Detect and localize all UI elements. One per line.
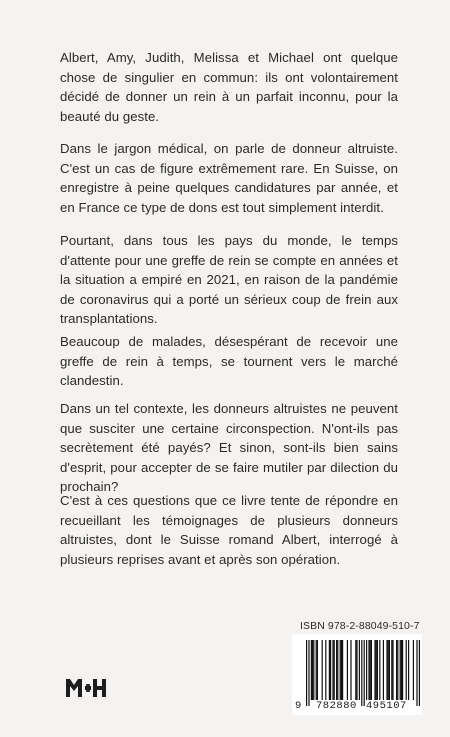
paragraph-5: Dans un tel contexte, les donneurs altruistes ne peuvent que susciter une certaine circonspection. N'ont-ils pas secrètement été payés? Et sinon, sont-ils bien sains d'esprit, pour accepter de se faire mutiler par dilection du prochain? [60, 401, 398, 494]
barcode-bar [340, 640, 341, 700]
barcode-bar [330, 640, 331, 700]
barcode-bar [383, 640, 384, 700]
barcode-bar [374, 640, 375, 700]
paragraph-1: Albert, Amy, Judith, Melissa et Michael ont quelque chose de singulier en commun: ils ont volontairement décidé de donner un rein à un parfait inconnu, pour la beauté du geste. [60, 50, 398, 124]
barcode-bar [334, 640, 335, 700]
paragraph-6: C'est à ces questions que ce livre tente de répondre en recueillant les témoignages de plusieurs donneurs altruistes, dont le Suisse romand Albert, interrogé à plusieurs reprises avant et après son opération. [60, 493, 398, 567]
barcode-bar [388, 640, 389, 700]
barcode-bar [329, 640, 330, 700]
barcode-bar [370, 640, 371, 700]
barcode-bar [389, 640, 390, 700]
barcode-bar [317, 640, 318, 700]
barcode [292, 634, 422, 715]
barcode-bar [311, 640, 312, 700]
barcode-bar [337, 640, 338, 700]
barcode-bar [406, 640, 407, 700]
barcode-bar [350, 640, 351, 700]
barcode-bar [355, 640, 356, 700]
barcode-bar [313, 640, 314, 700]
barcode-bar [371, 640, 372, 700]
barcode-bar [312, 640, 313, 700]
paragraph-4: Beaucoup de malades, désespérant de recevoir une greffe de rein à temps, se tournent vers le marché clandestin. [60, 334, 398, 388]
barcode-bar [361, 640, 362, 706]
paragraph-3: Pourtant, dans tous les pays du monde, le temps d'attente pour une greffe de rein se compte en années et la situation a empiré en 2021, en raison de la pandémie de coronavirus qui a porté un sérieux coup de frein aux transplantations. [60, 233, 398, 326]
barcode-bar [379, 640, 380, 700]
barcode-bar [376, 640, 377, 700]
barcode-bar [401, 640, 402, 700]
barcode-bar [356, 640, 357, 700]
isbn-label: ISBN 978-2-88049-510-7 [300, 620, 420, 632]
barcode-bar [341, 640, 342, 700]
barcode-bar [419, 640, 420, 706]
barcode-bar [322, 640, 323, 700]
publisher-logo [66, 679, 106, 697]
barcode-left-digits: 782880 [316, 700, 357, 712]
barcode-bar [402, 640, 403, 700]
barcode-bar [336, 640, 337, 700]
barcode-bar [368, 640, 369, 700]
barcode-bar [386, 640, 387, 700]
barcode-bar [316, 640, 317, 700]
barcode-bar [400, 640, 401, 700]
barcode-bar [377, 640, 378, 700]
barcode-bar [396, 640, 397, 700]
barcode-bar [413, 640, 414, 700]
barcode-bar [342, 640, 343, 700]
barcode-bar [416, 640, 417, 706]
barcode-bar [397, 640, 398, 700]
barcode-bar [366, 640, 367, 700]
barcode-bar [332, 640, 333, 700]
barcode-right-digits: 495107 [366, 700, 407, 712]
barcode-bar [306, 640, 307, 706]
barcode-bar [408, 640, 409, 700]
barcode-bar [391, 640, 392, 700]
barcode-bar [392, 640, 393, 700]
barcode-bar [364, 640, 365, 706]
barcode-bar [308, 640, 309, 706]
barcode-bar [325, 640, 326, 700]
paragraph-2: Dans le jargon médical, on parle de donneur altruiste. C'est un cas de figure extrêmement rare. En Suisse, on enregistre à peine quelques candidatures par année, et en France ce type de dons est tout simplement interdit. [60, 141, 398, 215]
barcode-bar [359, 640, 360, 700]
barcode-bar [347, 640, 348, 700]
barcode-first-digit: 9 [295, 700, 302, 712]
